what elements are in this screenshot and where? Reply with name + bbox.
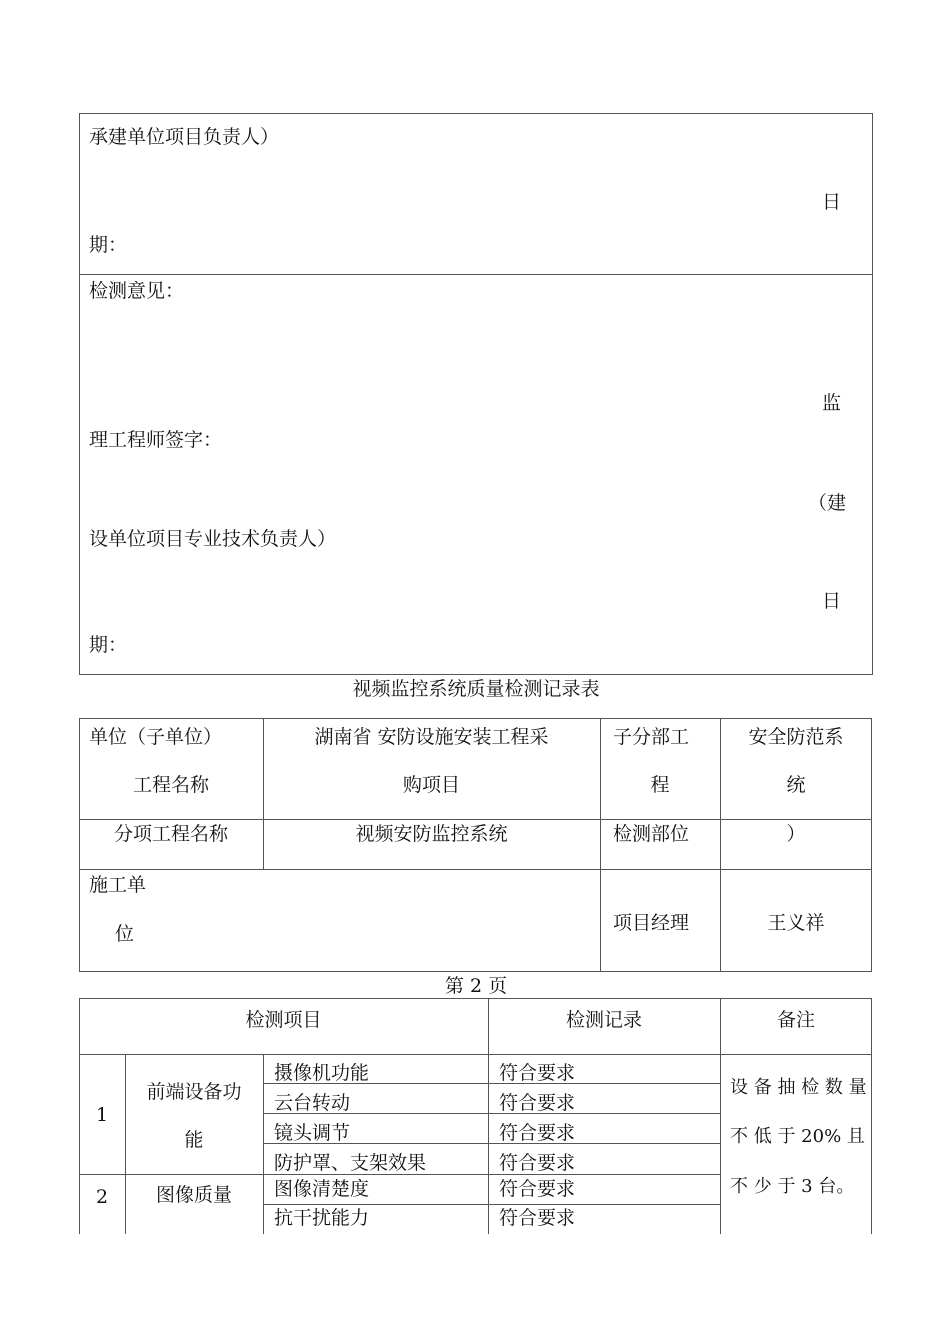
group-number: 1 — [95, 1104, 109, 1126]
project-name-line1: 湖南省 安防设施安装工程采 — [314, 726, 549, 748]
sub-division-label-line2: 程 — [650, 774, 670, 796]
form-title: 视频监控系统质量检测记录表 — [352, 678, 600, 700]
group-number: 2 — [95, 1186, 109, 1208]
sub-division-value-line2: 统 — [786, 774, 806, 796]
remark-line3: 不 少 于 3 台。 — [730, 1176, 855, 1197]
supervisor-label-head: 监 — [822, 392, 842, 414]
date-label-qi-2: 期： — [89, 634, 128, 656]
check-item: 云台转动 — [274, 1092, 351, 1114]
group-name-line1: 前端设备功 — [146, 1081, 242, 1103]
header-check-record: 检测记录 — [565, 1009, 642, 1031]
owner-label: 设单位项目专业技术负责人） — [89, 528, 337, 550]
check-record: 符合要求 — [499, 1152, 576, 1174]
info-table — [79, 718, 872, 972]
unit-label-line1: 单位（子单位） — [89, 726, 223, 748]
check-record: 符合要求 — [499, 1062, 576, 1084]
project-manager-label: 项目经理 — [613, 912, 690, 934]
opinion-label: 检测意见： — [89, 280, 185, 302]
sub-division-value-line1: 安全防范系 — [748, 726, 844, 748]
item-name-value: 视频安防监控系统 — [355, 823, 508, 845]
contractor-manager-label: 承建单位项目负责人） — [89, 126, 280, 148]
item-name-label: 分项工程名称 — [113, 823, 228, 845]
check-record: 符合要求 — [499, 1178, 576, 1200]
header-remark: 备注 — [776, 1009, 815, 1031]
check-item: 抗干扰能力 — [274, 1207, 370, 1229]
unit-label-line2: 工程名称 — [132, 774, 209, 796]
inspection-part-label: 检测部位 — [613, 823, 690, 845]
page-number: 第 2 页 — [444, 975, 508, 997]
project-manager-value: 王义祥 — [767, 912, 825, 934]
inspection-part-value: ） — [786, 823, 806, 845]
contractor-label-line2: 位 — [115, 923, 135, 945]
date-label-qi: 期： — [89, 234, 128, 256]
remark-line2: 不 低 于 20% 且 — [730, 1126, 865, 1147]
owner-label-head: （建 — [808, 492, 847, 514]
check-record: 符合要求 — [499, 1122, 576, 1144]
group-name: 图像质量 — [155, 1184, 232, 1206]
opinion-box — [79, 274, 873, 675]
check-record: 符合要求 — [499, 1207, 576, 1229]
check-item: 防护罩、支架效果 — [274, 1152, 427, 1174]
sub-division-label-line1: 子分部工 — [613, 726, 690, 748]
date-label-ri-2: 日 — [822, 590, 842, 612]
header-check-item: 检测项目 — [245, 1009, 322, 1031]
check-item: 镜头调节 — [274, 1122, 351, 1144]
group-name-line2: 能 — [184, 1129, 204, 1151]
check-item: 图像清楚度 — [274, 1178, 370, 1200]
check-item: 摄像机功能 — [274, 1062, 370, 1084]
supervisor-label: 理工程师签字： — [89, 429, 223, 451]
contractor-label-line1: 施工单 — [89, 874, 147, 896]
project-name-line2: 购项目 — [402, 774, 460, 796]
remark-line1: 设 备 抽 检 数 量 — [730, 1077, 867, 1098]
date-label-ri: 日 — [822, 191, 842, 213]
check-record: 符合要求 — [499, 1092, 576, 1114]
